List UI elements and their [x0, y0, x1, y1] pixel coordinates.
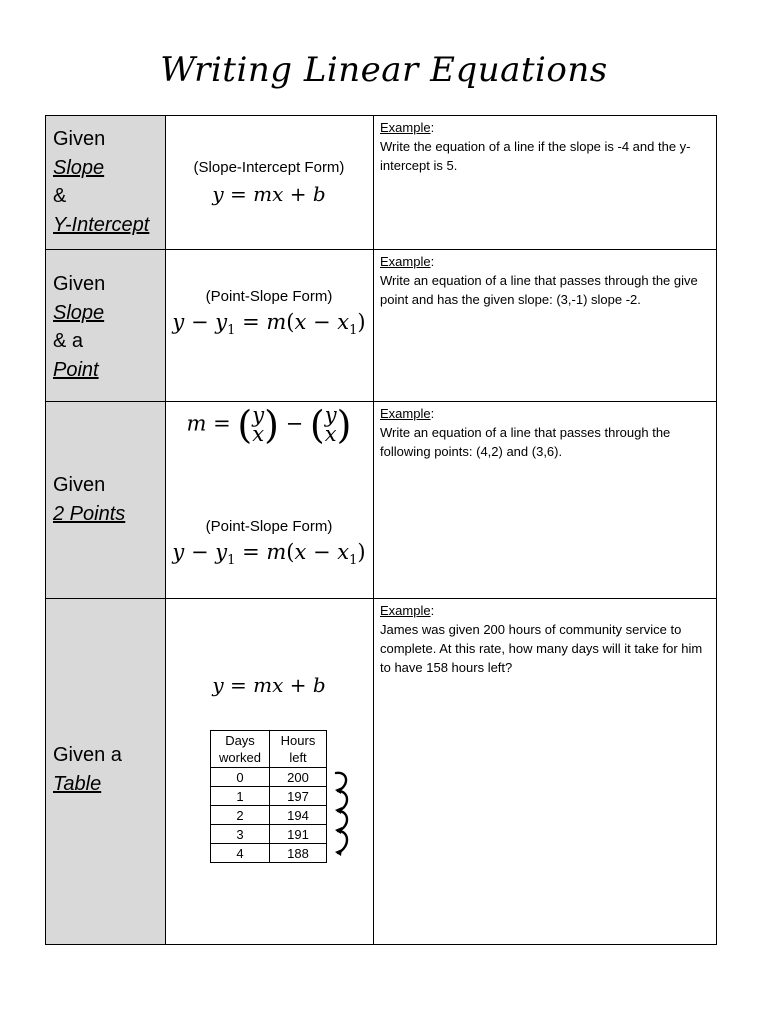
example-cell: Example: Write an equation of a line that passes through the following points: (4,2) and (3,6).	[380, 406, 671, 459]
given-label: Given	[53, 474, 106, 496]
example-cell: Example: James was given 200 hours of community service to complete. At this rate, how many days will it take for him to have 158 hours left?	[380, 603, 703, 675]
example-cell: Example: Write an equation of a line that passes through the give point and has the given slope: (3,-1) slope -2.	[380, 254, 698, 307]
table-row	[211, 787, 327, 806]
example-label: Example	[380, 120, 431, 135]
formula-cell	[165, 402, 374, 598]
equations-table	[45, 115, 717, 945]
given-cell	[46, 250, 166, 401]
page-title: Writing Linear Equations	[160, 50, 608, 90]
example-text: Write the equation of a line if the slope is -4 and the y-intercept is 5.	[380, 139, 691, 173]
given-cell	[46, 402, 166, 598]
row-point-slope	[45, 249, 717, 402]
table-cell: 1	[211, 787, 270, 806]
given-term: Slope	[53, 301, 105, 324]
given-term: Point	[53, 358, 99, 381]
table-cell: 191	[270, 825, 327, 844]
given-connector: & a	[53, 330, 84, 352]
formula-cell	[165, 250, 374, 401]
table-row	[211, 825, 327, 844]
example-label: Example	[380, 406, 431, 421]
point-slope-equation: $y - y_1 = m(x - x_1)$	[172, 540, 366, 569]
form-label: (Slope-Intercept Form)	[193, 159, 345, 176]
table-cell: 2	[211, 806, 270, 825]
example-label: Example	[380, 603, 431, 618]
table-row	[211, 768, 327, 787]
given-cell	[46, 599, 166, 944]
given-term: Slope	[53, 156, 105, 179]
table-cell: 3	[211, 825, 270, 844]
given-term: Table	[53, 772, 102, 795]
formula-cell	[165, 599, 374, 944]
given-term: 2 Points	[53, 502, 126, 525]
slope-formula: m = ( y x ) − ( y x )	[186, 403, 352, 447]
example-cell: Example: Write the equation of a line if the slope is -4 and the y-intercept is 5.	[380, 120, 691, 173]
form-label: (Point-Slope Form)	[205, 288, 333, 305]
slope-intercept-equation: y = mx + b	[212, 673, 326, 697]
example-label: Example	[380, 254, 431, 269]
example-text: James was given 200 hours of community service to complete. At this rate, how many days will it take for him to have 158 hours left?	[380, 622, 703, 675]
point-slope-equation: $y - y_1 = m(x - x_1)$	[172, 310, 366, 339]
formula-cell	[165, 116, 374, 249]
table-cell: 200	[270, 768, 327, 787]
data-table	[210, 730, 327, 863]
given-label: Given a	[53, 744, 122, 766]
example-text: Write an equation of a line that passes through the give point and has the given slope: (3,-1) slope -2.	[380, 273, 698, 307]
example-text: Write an equation of a line that passes through the following points: (4,2) and (3,6).	[380, 425, 671, 459]
table-header: Hours left	[270, 731, 327, 768]
table-cell: 0	[211, 768, 270, 787]
table-header: Days worked	[211, 731, 270, 768]
table-cell: 197	[270, 787, 327, 806]
given-connector: &	[53, 185, 67, 207]
given-cell	[46, 116, 166, 249]
slope-intercept-equation: y = mx + b	[212, 182, 326, 206]
form-label: (Point-Slope Form)	[205, 518, 333, 535]
table-row	[211, 844, 327, 863]
given-label: Given	[53, 273, 106, 295]
table-row	[211, 806, 327, 825]
row-two-points	[45, 401, 717, 599]
given-term: Y-Intercept	[53, 213, 150, 236]
table-cell: 188	[270, 844, 327, 863]
curved-arrows-icon	[334, 769, 358, 865]
table-cell: 4	[211, 844, 270, 863]
given-label: Given	[53, 128, 106, 150]
row-table	[45, 598, 717, 945]
row-slope-intercept	[45, 115, 717, 250]
table-cell: 194	[270, 806, 327, 825]
